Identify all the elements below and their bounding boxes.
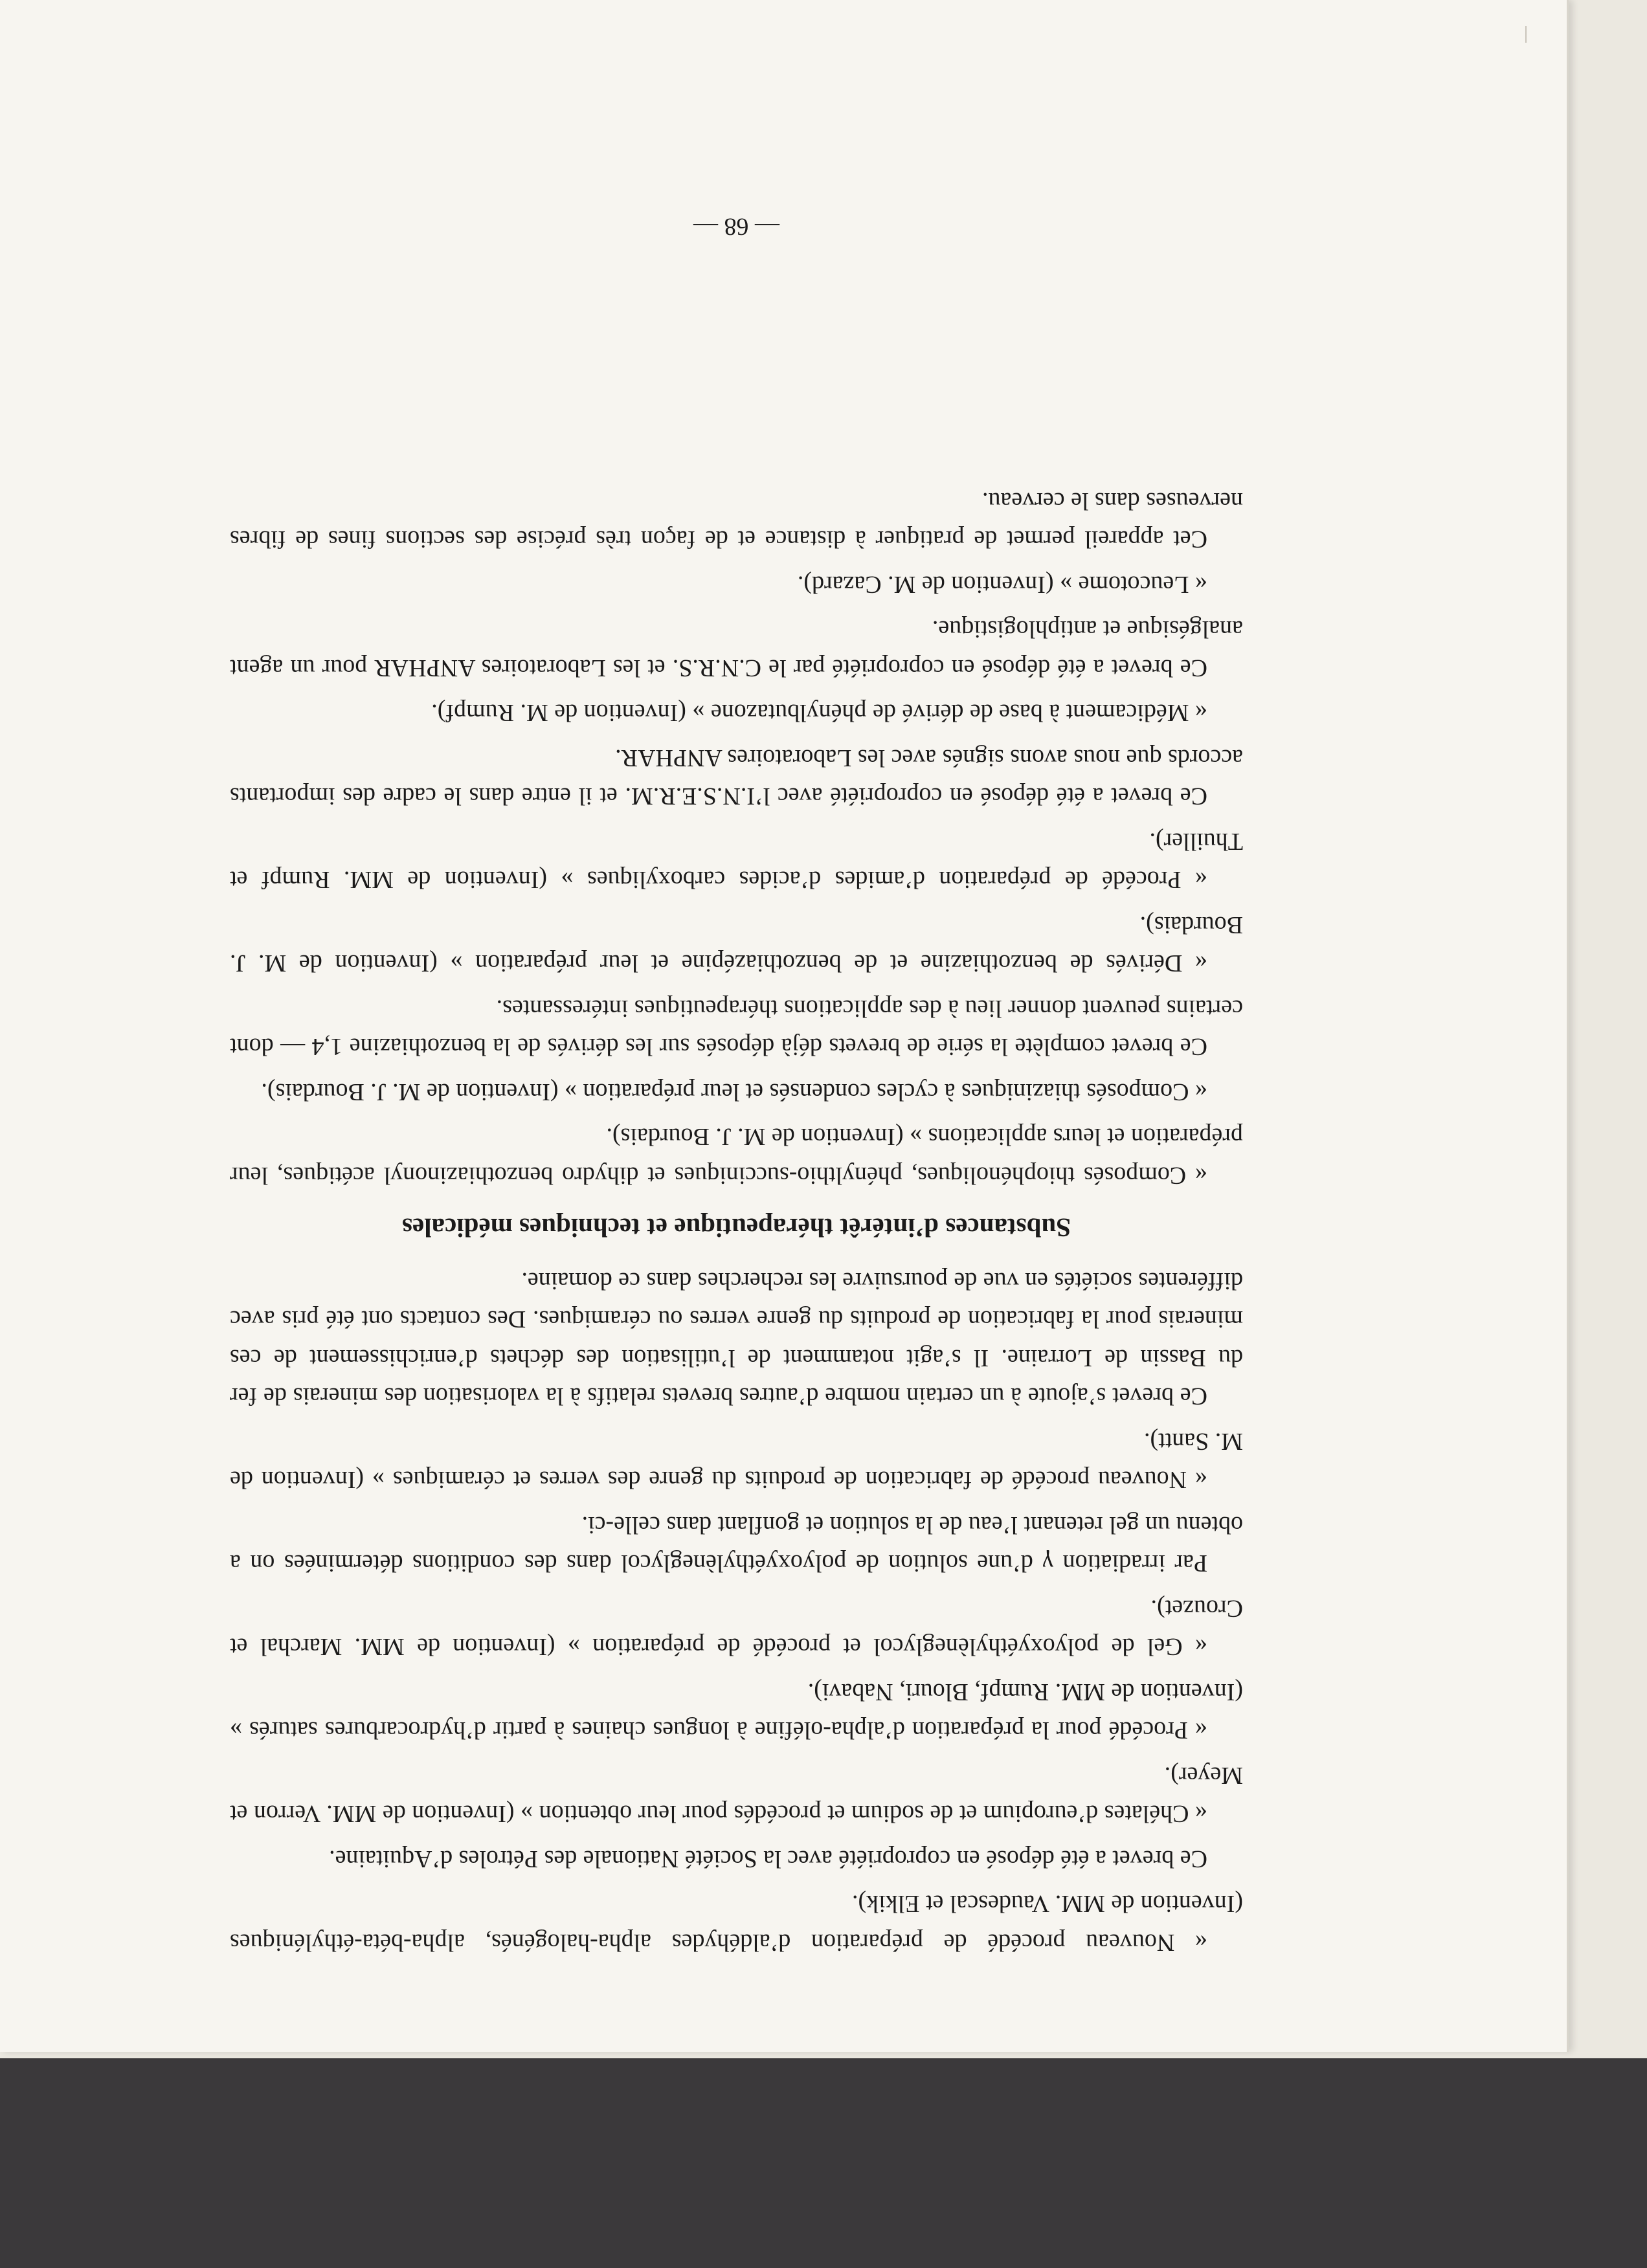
paragraph: « Gel de polyoxyéthylèneglycol et procédé de préparation » (Invention de MM. Marchal et Crouzet). — [230, 1595, 1243, 1661]
paragraph: « Chélates d’europium et de sodium et procédés pour leur obtention » (Invention de MM. Verron et Meyer). — [230, 1762, 1243, 1828]
page-text-upside-down — [230, 207, 1243, 1961]
paragraph: Ce brevet a été déposé en copropriété par le C.N.R.S. et les Laboratoires ANPHAR pour un agent analgésique et antiphlogistique. — [230, 616, 1243, 682]
paragraph: Ce brevet a été déposé en copropriété avec la Société Nationale des Pétroles d’Aquitaine. — [329, 1845, 1207, 1873]
paragraph: « Nouveau procédé de fabrication de produits du genre des verres et céramiques » (Invention de M. Santt). — [230, 1428, 1243, 1494]
paragraph: « Médicament à base de dérivé de phénylbutazone » (Invention de M. Rumpf). — [431, 699, 1207, 727]
paragraph: « Nouveau procédé de préparation d’aldéhydes alpha-halogénés, alpha-béta-éthyléniques (Invention de MM. Vaudescal et Elkik). — [230, 1890, 1243, 1956]
paragraph: Par irradiation γ d’une solution de polyoxyéthylèneglycol dans des conditions déterminées on a obtenu un gel retenant l’eau de la solution et gonflant dans celle-ci. — [230, 1511, 1243, 1577]
paragraph: « Leucotome » (Invention de M. Cazard). — [797, 571, 1207, 598]
paragraph: « Composés thiophénoliques, phénylthio-succiniques et dihydro benzothiazinonyl acétiques, leur préparation et leurs applications » (Invention de M. J. Bourdais). — [230, 1123, 1243, 1189]
page-edge-mark — [1525, 26, 1527, 43]
paragraph: Ce brevet s’ajoute à un certain nombre d’autres brevets relatifs à la valorisation des minerais de fer du Bassin de Lorraine. Il s’agit notamment de l’utilisation des déchets d’enrichissement de ces minerais pour la fabrication de produits du genre verres ou céramiques. Des contacts ont été pris avec différentes sociétés en vue de poursuivre les recherches dans ce domaine. — [230, 1267, 1243, 1410]
paragraph: Ce brevet a été déposé en copropriété avec l’I.N.S.E.R.M. et il entre dans le cadre des importants accords que nous avons signés avec les Laboratoires ANPHAR. — [230, 744, 1243, 810]
section-title: Substances d’intérêt thérapeutique et techniques médicales — [402, 1213, 1071, 1243]
paragraph: « Dérivés de benzothiazine et de benzothiazépine et leur préparation » (Invention de M. J. Bourdais). — [230, 911, 1243, 977]
paragraph: Cet appareil permet de pratiquer à distance et de façon très précise des sections fines de fibres nerveuses dans le cerveau. — [230, 487, 1243, 553]
paragraph: « Procédé de préparation d’amides d’acides carboxyliques » (Invention de MM. Rumpf et Thuiller). — [230, 828, 1243, 894]
paragraph: Ce brevet complète la série de brevets déjà déposés sur les dérivés de la benzothiazine 1,4 — dont certains peuvent donner lieu à des applications thérapeutiques intéressantes. — [230, 995, 1243, 1061]
page-number: — 68 — — [693, 213, 779, 241]
paragraph: « Composés thiaziniques à cycles condensés et leur préparation » (Invention de M. J. Bourdais). — [261, 1078, 1207, 1106]
paragraph: « Procédé pour la préparation d’alpha-oléfine à longues chaines à partir d’hydrocarbures saturés » (Invention de MM. Rumpf, Blouri, Nabavi). — [230, 1678, 1243, 1744]
